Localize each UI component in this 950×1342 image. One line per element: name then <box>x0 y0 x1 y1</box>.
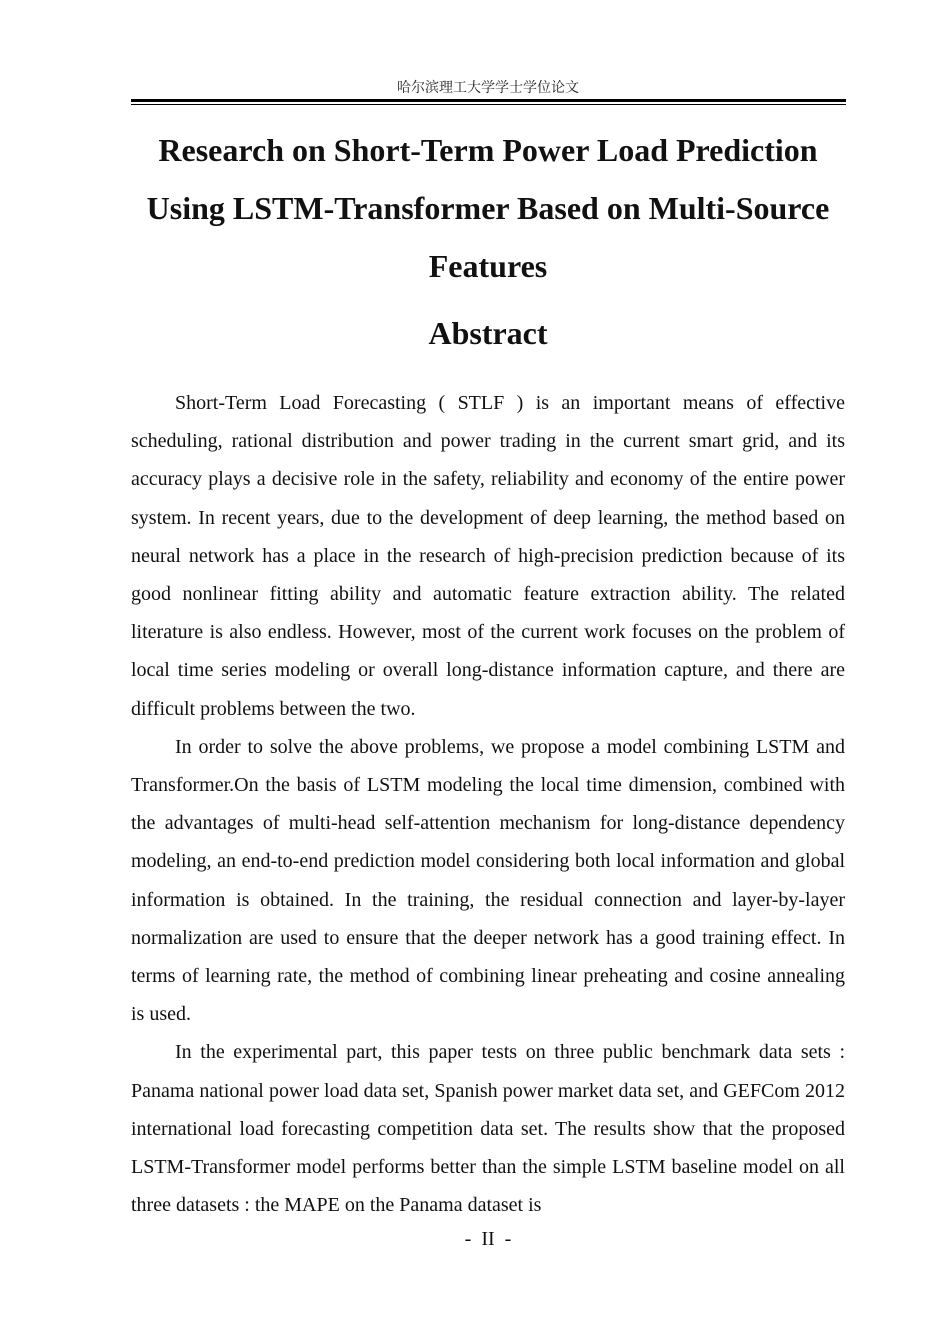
abstract-paragraph-3: In the experimental part, this paper tests on three public benchmark data sets : Panama national power load data set, Spanish power market data set, and GEFCom 2012 international load forecasting competition data set. The results show that the proposed LSTM-Transformer model performs better than the simple LSTM baseline model on all three datasets : the MAPE on the Panama dataset is <box>131 1041 845 1217</box>
page-number: - II - <box>464 1228 512 1250</box>
thesis-title: Research on Short-Term Power Load Prediction Using LSTM-Transformer Based on Multi-Source Features <box>146 132 830 284</box>
header-rule-thick <box>131 99 846 102</box>
running-header: 哈尔滨理工大学学士学位论文 <box>397 80 579 96</box>
abstract-paragraph-2: In order to solve the above problems, we propose a model combining LSTM and Transformer.On the basis of LSTM modeling the local time dimension, combined with the advantages of multi-head self-attention mechanism for long-distance dependency modeling, an end-to-end prediction model considering both local information and global information is obtained. In the training, the residual connection and layer-by-layer normalization are used to ensure that the deeper network has a good training effect. In terms of learning rate, the method of combining linear preheating and cosine annealing is used. <box>131 735 845 1026</box>
abstract-heading: Abstract <box>428 315 548 351</box>
abstract-paragraph-1: Short-Term Load Forecasting ( STLF ) is an important means of effective scheduling, rational distribution and power trading in the current smart grid, and its accuracy plays a decisive role in the safety, reliability and economy of the entire power system. In recent years, due to the development of deep learning, the method based on neural network has a place in the research of high-precision prediction because of its good nonlinear fitting ability and automatic feature extraction ability. The related literature is also endless. However, most of the current work focuses on the problem of local time series modeling or overall long-distance information capture, and there are difficult problems between the two. <box>131 392 845 720</box>
abstract-body <box>131 384 845 1224</box>
header-rule-thin <box>131 104 846 105</box>
